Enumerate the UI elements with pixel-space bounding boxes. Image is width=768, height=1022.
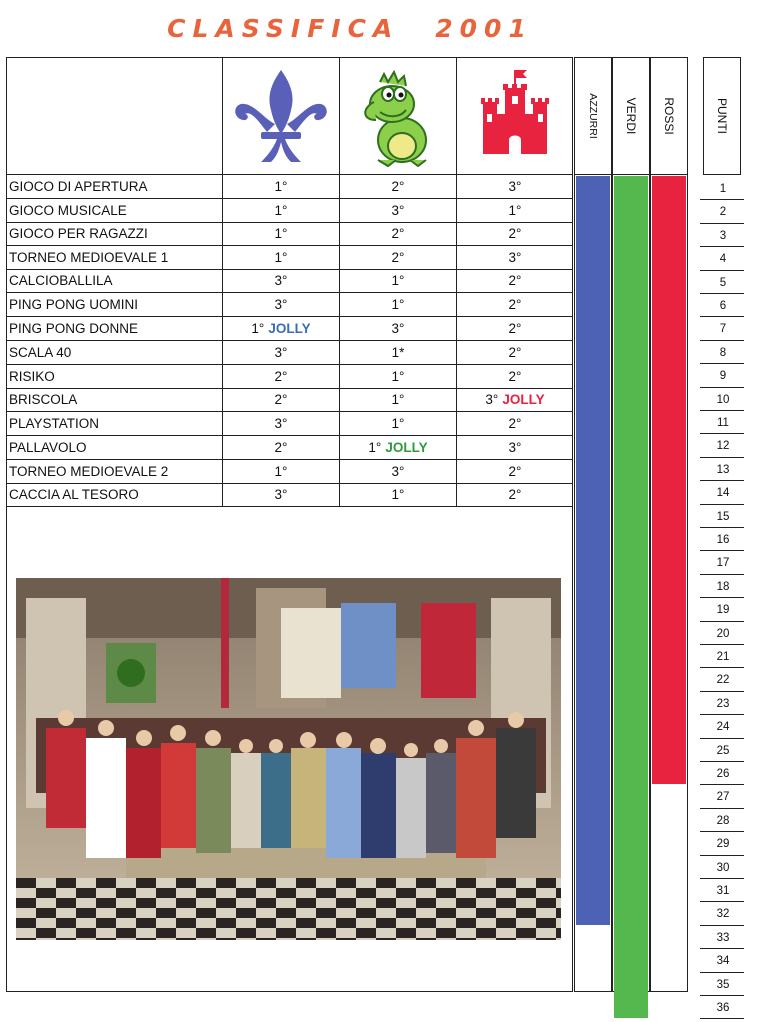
punti-divider [700, 550, 744, 551]
punti-number: 8 [719, 346, 727, 359]
punti-number: 19 [716, 604, 730, 617]
punti-divider [700, 925, 744, 926]
punti-number: 35 [716, 978, 730, 991]
rossi-label: ROSSI [662, 97, 676, 135]
rossi-place: 3° JOLLY [485, 392, 545, 407]
punti-divider [700, 457, 744, 458]
dragon-icon [340, 62, 456, 170]
fleur-de-lis-icon [223, 62, 339, 170]
azzurri-place: 1° [274, 203, 288, 218]
punti-number: 27 [716, 791, 730, 804]
punti-divider [700, 480, 744, 481]
group-photo [16, 578, 561, 940]
page-title [0, 14, 700, 43]
game-name: CALCIOBALLILA [9, 273, 113, 288]
punti-number: 20 [716, 627, 730, 640]
punti-number: 16 [716, 534, 730, 546]
verdi-label: VERDI [624, 97, 638, 135]
title-year: 2001 [435, 14, 533, 43]
punti-number: 25 [716, 744, 730, 757]
punti-divider [700, 667, 744, 668]
punti-number: 30 [716, 861, 730, 874]
rossi-place: 3° [508, 250, 522, 265]
punti-number: 6 [719, 300, 727, 312]
punti-number: 2 [719, 206, 727, 219]
punti-number: 34 [716, 955, 730, 968]
game-name: PLAYSTATION [9, 416, 100, 431]
punti-divider [700, 597, 744, 598]
punti-divider [700, 199, 744, 200]
punti-divider [700, 901, 744, 902]
punti-number: 7 [719, 323, 727, 336]
azzurri-label: AZZURRI [587, 93, 599, 139]
punti-divider [700, 784, 744, 785]
rossi-place: 3° [508, 440, 522, 455]
punti-divider [700, 293, 744, 294]
verdi-place: 1° [391, 273, 405, 288]
verdi-place: 1° [391, 416, 405, 431]
azzurri-place: 2° [274, 369, 288, 384]
jolly-badge: JOLLY [502, 392, 545, 407]
punti-divider [700, 691, 744, 692]
verdi-score-bar [614, 176, 648, 1018]
punti-divider [700, 948, 744, 949]
punti-divider [700, 574, 744, 575]
punti-number: 1 [719, 183, 727, 195]
punti-divider [700, 621, 744, 622]
punti-divider [700, 340, 744, 341]
azzurri-place: 3° [274, 297, 288, 312]
punti-number: 12 [716, 440, 730, 453]
punti-number: 18 [716, 580, 730, 593]
rossi-place: 2° [508, 226, 522, 241]
punti-divider [700, 878, 744, 879]
castle-icon [457, 62, 573, 170]
rossi-place: 2° [508, 321, 522, 336]
azzurri-score-bar [576, 176, 610, 925]
azzurri-place: 1° [274, 226, 288, 241]
punti-divider [700, 246, 744, 247]
punti-number: 21 [716, 651, 730, 663]
verdi-place: 1° [391, 369, 405, 384]
punti-divider [700, 270, 744, 271]
punti-number: 28 [716, 814, 730, 827]
punti-number: 26 [716, 768, 730, 780]
verdi-place: 1° [391, 392, 405, 407]
punti-number: 15 [716, 510, 730, 523]
punti-number: 13 [716, 463, 730, 476]
punti-divider [700, 995, 744, 996]
game-name: GIOCO MUSICALE [9, 203, 127, 218]
title-word: CLASSIFICA [167, 14, 400, 43]
game-name: TORNEO MEDIOEVALE 1 [9, 250, 169, 265]
azzurri-place: 3° [274, 345, 288, 360]
punti-divider [700, 714, 744, 715]
rossi-place: 2° [508, 297, 522, 312]
punti-divider [700, 504, 744, 505]
punti-number: 10 [716, 393, 730, 406]
rossi-header [650, 57, 688, 175]
azzurri-header [574, 57, 612, 175]
punti-divider [700, 1018, 744, 1019]
game-name: TORNEO MEDIOEVALE 2 [9, 464, 169, 479]
rossi-place: 2° [508, 416, 522, 431]
verdi-place: 2° [391, 250, 405, 265]
punti-divider [700, 831, 744, 832]
punti-number: 22 [716, 674, 730, 687]
azzurri-place: 3° [274, 487, 288, 502]
punti-number: 29 [716, 838, 730, 851]
verdi-place: 3° [391, 464, 405, 479]
punti-number: 23 [716, 697, 730, 710]
rossi-place: 2° [508, 464, 522, 479]
azzurri-place: 3° [274, 273, 288, 288]
verdi-place: 2° [391, 226, 405, 241]
punti-number: 4 [719, 253, 727, 266]
punti-divider [700, 761, 744, 762]
punti-header [703, 57, 741, 175]
punti-divider [700, 363, 744, 364]
punti-divider [700, 410, 744, 411]
jolly-badge: JOLLY [385, 440, 428, 455]
verdi-place: 1* [391, 345, 405, 360]
punti-divider [700, 433, 744, 434]
punti-number: 33 [716, 931, 730, 944]
rossi-score-bar [652, 176, 686, 784]
punti-number: 32 [716, 908, 730, 921]
game-name: PING PONG UOMINI [9, 297, 139, 312]
punti-divider [700, 223, 744, 224]
rossi-place: 2° [508, 345, 522, 360]
game-name: RISIKO [9, 369, 55, 384]
punti-number: 5 [719, 276, 727, 289]
punti-number: 11 [717, 417, 729, 429]
punti-divider [700, 316, 744, 317]
game-name: GIOCO DI APERTURA [9, 179, 148, 194]
azzurri-place: 1° [274, 179, 288, 194]
rossi-place: 3° [508, 179, 522, 194]
verdi-place: 3° [391, 321, 405, 336]
verdi-place: 1° [391, 487, 405, 502]
azzurri-place: 3° [274, 416, 288, 431]
azzurri-place: 1° [274, 464, 288, 479]
punti-divider [700, 738, 744, 739]
punti-number: 14 [716, 487, 730, 500]
punti-divider [700, 387, 744, 388]
verdi-place: 3° [391, 203, 405, 218]
rossi-place: 2° [508, 487, 522, 502]
verdi-header [612, 57, 650, 175]
punti-divider [700, 527, 744, 528]
punti-number: 9 [719, 370, 727, 383]
jolly-badge: JOLLY [268, 321, 311, 336]
punti-number: 24 [716, 721, 730, 734]
punti-divider [700, 855, 744, 856]
punti-divider [700, 972, 744, 973]
game-name: PALLAVOLO [9, 440, 87, 455]
game-name: BRISCOLA [9, 392, 78, 407]
punti-label: PUNTI [715, 98, 729, 134]
verdi-place: 2° [391, 179, 405, 194]
verdi-place: 1° [391, 297, 405, 312]
punti-divider [700, 808, 744, 809]
game-name: SCALA 40 [9, 345, 72, 360]
azzurri-place: 2° [274, 440, 288, 455]
rossi-place: 2° [508, 369, 522, 384]
punti-number: 3 [719, 229, 727, 242]
punti-number: 36 [716, 1002, 730, 1014]
punti-divider [700, 644, 744, 645]
game-name: CACCIA AL TESORO [9, 487, 139, 502]
row-divider [6, 506, 573, 507]
azzurri-place: 1° [274, 250, 288, 265]
game-name: GIOCO PER RAGAZZI [9, 226, 148, 241]
verdi-place: 1° JOLLY [368, 440, 428, 455]
game-name: PING PONG DONNE [9, 321, 139, 336]
punti-number: 31 [716, 885, 730, 897]
azzurri-place: 2° [274, 392, 288, 407]
azzurri-place: 1° JOLLY [251, 321, 311, 336]
rossi-place: 1° [508, 203, 522, 218]
rossi-place: 2° [508, 273, 522, 288]
punti-number: 17 [716, 557, 730, 570]
